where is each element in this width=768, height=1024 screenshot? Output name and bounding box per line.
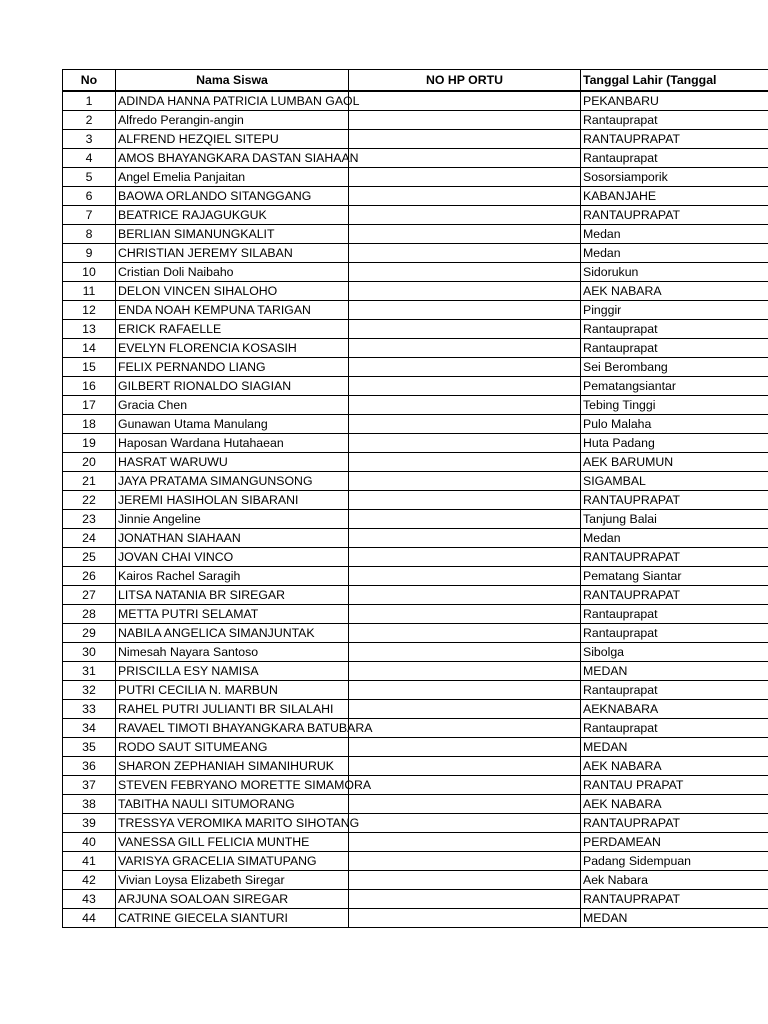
cell-nama-siswa[interactable] xyxy=(116,281,349,300)
cell-tempat-lahir[interactable]: Sosorsiamporik xyxy=(581,167,768,186)
table-row xyxy=(63,623,768,642)
table-row xyxy=(63,338,768,357)
cell-nama-text: CATRINE GIECELA SIANTURI xyxy=(118,910,288,925)
cell-tempat-lahir[interactable]: Rantauprapat xyxy=(581,680,768,699)
cell-tempat-lahir[interactable]: RANTAUPRAPAT xyxy=(581,129,768,148)
table-row xyxy=(63,319,768,338)
cell-nama-siswa[interactable] xyxy=(116,110,349,129)
cell-nama-siswa[interactable] xyxy=(116,737,349,756)
cell-no-hp-ortu[interactable] xyxy=(349,680,581,699)
table-row xyxy=(63,376,768,395)
cell-nama-text: ALFREND HEZQIEL SITEPU xyxy=(118,131,279,146)
cell-no-hp-ortu[interactable] xyxy=(349,718,581,737)
header-tanggal-lahir[interactable]: Tanggal Lahir (Tanggal xyxy=(581,70,768,91)
cell-nama-text: JONATHAN SIAHAAN xyxy=(118,530,241,545)
cell-no-hp-ortu[interactable] xyxy=(349,585,581,604)
table-row xyxy=(63,794,768,813)
cell-nama-text: Kairos Rachel Saragih xyxy=(118,568,241,583)
table-row xyxy=(63,91,768,111)
cell-tempat-lahir[interactable]: RANTAUPRAPAT xyxy=(581,490,768,509)
cell-nama-text: Gracia Chen xyxy=(118,397,188,412)
cell-nama-siswa[interactable] xyxy=(116,661,349,680)
cell-no[interactable]: 39 xyxy=(63,813,116,832)
cell-no-hp-ortu[interactable] xyxy=(349,851,581,870)
cell-nama-siswa[interactable] xyxy=(116,566,349,585)
table-row xyxy=(63,357,768,376)
cell-nama-siswa[interactable] xyxy=(116,509,349,528)
cell-no-hp-ortu[interactable] xyxy=(349,528,581,547)
cell-no-hp-ortu[interactable] xyxy=(349,699,581,718)
cell-tempat-lahir[interactable]: AEK BARUMUN xyxy=(581,452,768,471)
student-table xyxy=(62,69,768,928)
cell-nama-siswa[interactable] xyxy=(116,680,349,699)
cell-nama-text: ARJUNA SOALOAN SIREGAR xyxy=(118,891,289,906)
header-no-hp-ortu[interactable]: NO HP ORTU xyxy=(349,70,581,91)
cell-no[interactable]: 2 xyxy=(63,110,116,129)
table-row xyxy=(63,585,768,604)
table-row xyxy=(63,129,768,148)
cell-nama-siswa[interactable] xyxy=(116,775,372,794)
cell-nama-text: Vivian Loysa Elizabeth Siregar xyxy=(118,872,285,887)
cell-nama-siswa[interactable] xyxy=(116,129,349,148)
cell-tempat-lahir[interactable]: RANTAUPRAPAT xyxy=(581,889,768,908)
cell-no-hp-ortu[interactable] xyxy=(349,566,581,585)
cell-nama-text: BAOWA ORLANDO SITANGGANG xyxy=(118,188,312,203)
table-row xyxy=(63,452,768,471)
cell-no[interactable]: 31 xyxy=(63,661,116,680)
cell-nama-siswa[interactable] xyxy=(116,205,349,224)
cell-tempat-lahir[interactable]: Rantauprapat xyxy=(581,319,768,338)
cell-nama-siswa[interactable] xyxy=(116,623,349,642)
cell-tempat-lahir[interactable]: KABANJAHE xyxy=(581,186,768,205)
cell-tempat-lahir[interactable]: Rantauprapat xyxy=(581,338,768,357)
cell-nama-siswa[interactable] xyxy=(116,813,360,832)
cell-no[interactable]: 41 xyxy=(63,851,116,870)
cell-no[interactable]: 32 xyxy=(63,680,116,699)
cell-nama-siswa[interactable] xyxy=(116,718,373,737)
cell-nama-siswa[interactable] xyxy=(116,243,349,262)
cell-nama-text: Gunawan Utama Manulang xyxy=(118,416,268,431)
cell-nama-text: JOVAN CHAI VINCO xyxy=(118,549,234,564)
cell-tempat-lahir[interactable]: RANTAUPRAPAT xyxy=(581,585,768,604)
cell-tempat-lahir[interactable]: MEDAN xyxy=(581,908,768,927)
cell-no-hp-ortu[interactable] xyxy=(349,642,581,661)
table-row xyxy=(63,110,768,129)
cell-nama-siswa[interactable] xyxy=(116,319,349,338)
cell-nama-text: Jinnie Angeline xyxy=(118,511,201,526)
cell-no-hp-ortu[interactable] xyxy=(349,224,581,243)
cell-tempat-lahir[interactable]: Pinggir xyxy=(581,300,768,319)
cell-tempat-lahir[interactable]: AEK NABARA xyxy=(581,794,768,813)
table-row xyxy=(63,243,768,262)
cell-no[interactable]: 25 xyxy=(63,547,116,566)
cell-nama-siswa[interactable] xyxy=(116,604,349,623)
table-row xyxy=(63,737,768,756)
cell-tempat-lahir[interactable]: RANTAUPRAPAT xyxy=(581,205,768,224)
cell-nama-text: ERICK RAFAELLE xyxy=(118,321,222,336)
table-row xyxy=(63,528,768,547)
table-row xyxy=(63,148,768,167)
cell-nama-text: PUTRI CECILIA N. MARBUN xyxy=(118,682,278,697)
cell-no[interactable]: 29 xyxy=(63,623,116,642)
cell-no[interactable]: 17 xyxy=(63,395,116,414)
cell-nama-siswa[interactable] xyxy=(116,433,349,452)
table-row xyxy=(63,300,768,319)
cell-nama-text: AMOS BHAYANGKARA DASTAN SIAHAAN xyxy=(118,150,359,165)
cell-tempat-lahir[interactable]: Pulo Malaha xyxy=(581,414,768,433)
cell-no[interactable]: 5 xyxy=(63,167,116,186)
cell-nama-siswa[interactable] xyxy=(116,794,349,813)
cell-nama-text: JAYA PRATAMA SIMANGUNSONG xyxy=(118,473,313,488)
cell-no-hp-ortu[interactable] xyxy=(349,262,581,281)
cell-nama-text: JEREMI HASIHOLAN SIBARANI xyxy=(118,492,299,507)
cell-no-hp-ortu[interactable] xyxy=(349,205,581,224)
table-row xyxy=(63,186,768,205)
cell-tempat-lahir[interactable]: Rantauprapat xyxy=(581,148,768,167)
cell-no[interactable]: 40 xyxy=(63,832,116,851)
cell-tempat-lahir[interactable]: Tebing Tinggi xyxy=(581,395,768,414)
cell-nama-text: RAVAEL TIMOTI BHAYANGKARA BATUBARA xyxy=(118,720,373,735)
cell-nama-siswa[interactable] xyxy=(116,642,349,661)
cell-no-hp-ortu[interactable] xyxy=(349,889,581,908)
cell-no[interactable]: 44 xyxy=(63,908,116,927)
table-row xyxy=(63,604,768,623)
cell-no-hp-ortu[interactable] xyxy=(349,433,581,452)
cell-no-hp-ortu[interactable] xyxy=(349,148,581,167)
cell-nama-text: EVELYN FLORENCIA KOSASIH xyxy=(118,340,297,355)
cell-nama-siswa[interactable] xyxy=(116,889,349,908)
cell-nama-siswa[interactable] xyxy=(116,91,360,111)
cell-nama-text: Nimesah Nayara Santoso xyxy=(118,644,259,659)
cell-tempat-lahir[interactable]: MEDAN xyxy=(581,737,768,756)
cell-no-hp-ortu[interactable] xyxy=(349,471,581,490)
cell-no[interactable]: 12 xyxy=(63,300,116,319)
cell-no[interactable]: 28 xyxy=(63,604,116,623)
cell-nama-text: SHARON ZEPHANIAH SIMANIHURUK xyxy=(118,758,334,773)
header-nama-siswa[interactable]: Nama Siswa xyxy=(116,70,349,91)
cell-no[interactable]: 35 xyxy=(63,737,116,756)
cell-tempat-lahir[interactable]: SIGAMBAL xyxy=(581,471,768,490)
cell-no[interactable]: 27 xyxy=(63,585,116,604)
cell-nama-text: NABILA ANGELICA SIMANJUNTAK xyxy=(118,625,315,640)
header-row xyxy=(63,70,768,91)
cell-no[interactable]: 8 xyxy=(63,224,116,243)
cell-nama-text: ENDA NOAH KEMPUNA TARIGAN xyxy=(118,302,311,317)
cell-nama-siswa[interactable] xyxy=(116,300,349,319)
cell-nama-text: GILBERT RIONALDO SIAGIAN xyxy=(118,378,292,393)
cell-no[interactable]: 1 xyxy=(63,91,116,111)
cell-nama-siswa[interactable] xyxy=(116,908,349,927)
cell-nama-text: Cristian Doli Naibaho xyxy=(118,264,234,279)
cell-no-hp-ortu[interactable] xyxy=(349,547,581,566)
table-row xyxy=(63,661,768,680)
cell-no[interactable]: 20 xyxy=(63,452,116,471)
cell-tempat-lahir[interactable]: RANTAUPRAPAT xyxy=(581,547,768,566)
cell-no[interactable]: 36 xyxy=(63,756,116,775)
table-row xyxy=(63,680,768,699)
cell-tempat-lahir[interactable]: Padang Sidempuan xyxy=(581,851,768,870)
table-row xyxy=(63,547,768,566)
cell-tempat-lahir[interactable]: Tanjung Balai xyxy=(581,509,768,528)
cell-tempat-lahir[interactable]: MEDAN xyxy=(581,661,768,680)
cell-no-hp-ortu[interactable] xyxy=(349,129,581,148)
cell-no[interactable]: 22 xyxy=(63,490,116,509)
cell-no-hp-ortu[interactable] xyxy=(349,91,581,111)
table-body xyxy=(63,91,768,928)
cell-no[interactable]: 7 xyxy=(63,205,116,224)
cell-no-hp-ortu[interactable] xyxy=(349,794,581,813)
cell-nama-text: Haposan Wardana Hutahaean xyxy=(118,435,284,450)
cell-tempat-lahir[interactable]: Rantauprapat xyxy=(581,623,768,642)
cell-no-hp-ortu[interactable] xyxy=(349,376,581,395)
cell-tempat-lahir[interactable]: Sibolga xyxy=(581,642,768,661)
cell-nama-text: BERLIAN SIMANUNGKALIT xyxy=(118,226,275,241)
cell-nama-text: VARISYA GRACELIA SIMATUPANG xyxy=(118,853,317,868)
cell-no[interactable]: 4 xyxy=(63,148,116,167)
cell-no[interactable]: 15 xyxy=(63,357,116,376)
cell-tempat-lahir[interactable]: Pematang Siantar xyxy=(581,566,768,585)
cell-no[interactable]: 34 xyxy=(63,718,116,737)
cell-no-hp-ortu[interactable] xyxy=(349,623,581,642)
cell-no-hp-ortu[interactable] xyxy=(349,908,581,927)
table-row xyxy=(63,832,768,851)
cell-nama-text: CHRISTIAN JEREMY SILABAN xyxy=(118,245,293,260)
cell-no-hp-ortu[interactable] xyxy=(349,870,581,889)
cell-nama-text: ADINDA HANNA PATRICIA LUMBAN GAOL xyxy=(118,93,360,108)
cell-no[interactable]: 16 xyxy=(63,376,116,395)
cell-nama-text: TRESSYA VEROMIKA MARITO SIHOTANG xyxy=(118,815,360,830)
cell-tempat-lahir[interactable]: Sei Berombang xyxy=(581,357,768,376)
cell-tempat-lahir[interactable]: Rantauprapat xyxy=(581,604,768,623)
cell-nama-siswa[interactable] xyxy=(116,832,349,851)
cell-nama-text: Alfredo Perangin-angin xyxy=(118,112,244,127)
table-row xyxy=(63,205,768,224)
cell-nama-siswa[interactable] xyxy=(116,414,349,433)
table-row xyxy=(63,281,768,300)
cell-no[interactable]: 13 xyxy=(63,319,116,338)
table-row xyxy=(63,566,768,585)
cell-nama-text: STEVEN FEBRYANO MORETTE SIMAMORA xyxy=(118,777,372,792)
cell-no-hp-ortu[interactable] xyxy=(349,832,581,851)
cell-tempat-lahir[interactable]: Medan xyxy=(581,243,768,262)
table-row xyxy=(63,395,768,414)
cell-nama-text: RAHEL PUTRI JULIANTI BR SILALAHI xyxy=(118,701,334,716)
cell-no-hp-ortu[interactable] xyxy=(349,509,581,528)
cell-no[interactable]: 43 xyxy=(63,889,116,908)
cell-no[interactable]: 26 xyxy=(63,566,116,585)
table-row xyxy=(63,262,768,281)
table-row xyxy=(63,433,768,452)
cell-tempat-lahir[interactable]: RANTAUPRAPAT xyxy=(581,813,768,832)
cell-nama-siswa[interactable] xyxy=(116,148,359,167)
table-row xyxy=(63,167,768,186)
cell-no[interactable]: 11 xyxy=(63,281,116,300)
table-row xyxy=(63,414,768,433)
cell-nama-text: RODO SAUT SITUMEANG xyxy=(118,739,268,754)
table-row xyxy=(63,889,768,908)
cell-tempat-lahir[interactable]: AEKNABARA xyxy=(581,699,768,718)
table-row xyxy=(63,509,768,528)
table-row xyxy=(63,699,768,718)
cell-nama-text: TABITHA NAULI SITUMORANG xyxy=(118,796,295,811)
cell-nama-siswa[interactable] xyxy=(116,547,349,566)
cell-nama-siswa[interactable] xyxy=(116,167,349,186)
table-row xyxy=(63,851,768,870)
cell-nama-siswa[interactable] xyxy=(116,699,349,718)
cell-nama-text: HASRAT WARUWU xyxy=(118,454,228,469)
cell-tempat-lahir[interactable]: Rantauprapat xyxy=(581,110,768,129)
cell-no[interactable]: 24 xyxy=(63,528,116,547)
cell-no-hp-ortu[interactable] xyxy=(349,243,581,262)
cell-nama-siswa[interactable] xyxy=(116,357,349,376)
table-row xyxy=(63,471,768,490)
cell-tempat-lahir[interactable]: Pematangsiantar xyxy=(581,376,768,395)
cell-nama-siswa[interactable] xyxy=(116,756,349,775)
cell-no-hp-ortu[interactable] xyxy=(349,357,581,376)
cell-tempat-lahir[interactable]: AEK NABARA xyxy=(581,281,768,300)
cell-nama-siswa[interactable] xyxy=(116,471,349,490)
cell-nama-siswa[interactable] xyxy=(116,338,349,357)
cell-tempat-lahir[interactable]: Medan xyxy=(581,224,768,243)
cell-tempat-lahir[interactable]: Aek Nabara xyxy=(581,870,768,889)
cell-no[interactable]: 9 xyxy=(63,243,116,262)
cell-nama-siswa[interactable] xyxy=(116,376,349,395)
cell-tempat-lahir[interactable]: PERDAMEAN xyxy=(581,832,768,851)
cell-nama-siswa[interactable] xyxy=(116,395,349,414)
cell-no-hp-ortu[interactable] xyxy=(349,490,581,509)
cell-no[interactable]: 18 xyxy=(63,414,116,433)
cell-no-hp-ortu[interactable] xyxy=(349,110,581,129)
spreadsheet-sheet xyxy=(62,69,768,928)
cell-no-hp-ortu[interactable] xyxy=(349,452,581,471)
cell-no[interactable]: 3 xyxy=(63,129,116,148)
cell-tempat-lahir[interactable]: AEK NABARA xyxy=(581,756,768,775)
cell-no-hp-ortu[interactable] xyxy=(349,756,581,775)
cell-nama-siswa[interactable] xyxy=(116,262,349,281)
table-row xyxy=(63,642,768,661)
cell-no-hp-ortu[interactable] xyxy=(349,186,581,205)
cell-no-hp-ortu[interactable] xyxy=(349,395,581,414)
table-row xyxy=(63,908,768,927)
cell-no-hp-ortu[interactable] xyxy=(349,300,581,319)
table-row xyxy=(63,813,768,832)
cell-nama-text: LITSA NATANIA BR SIREGAR xyxy=(118,587,285,602)
cell-no-hp-ortu[interactable] xyxy=(349,604,581,623)
cell-no[interactable]: 19 xyxy=(63,433,116,452)
table-row xyxy=(63,756,768,775)
cell-tempat-lahir[interactable]: Sidorukun xyxy=(581,262,768,281)
cell-nama-siswa[interactable] xyxy=(116,224,349,243)
cell-no-hp-ortu[interactable] xyxy=(349,414,581,433)
cell-no[interactable]: 30 xyxy=(63,642,116,661)
cell-no[interactable]: 38 xyxy=(63,794,116,813)
cell-nama-siswa[interactable] xyxy=(116,528,349,547)
cell-no[interactable]: 14 xyxy=(63,338,116,357)
cell-no-hp-ortu[interactable] xyxy=(349,319,581,338)
cell-tempat-lahir[interactable]: Rantauprapat xyxy=(581,718,768,737)
cell-no[interactable]: 37 xyxy=(63,775,116,794)
cell-no-hp-ortu[interactable] xyxy=(349,813,581,832)
cell-no-hp-ortu[interactable] xyxy=(349,661,581,680)
cell-tempat-lahir[interactable]: PEKANBARU xyxy=(581,91,768,111)
cell-no[interactable]: 6 xyxy=(63,186,116,205)
cell-nama-siswa[interactable] xyxy=(116,851,349,870)
cell-nama-siswa[interactable] xyxy=(116,186,349,205)
table-row xyxy=(63,870,768,889)
cell-no-hp-ortu[interactable] xyxy=(349,775,581,794)
cell-nama-text: BEATRICE RAJAGUKGUK xyxy=(118,207,267,222)
cell-nama-siswa[interactable] xyxy=(116,870,349,889)
cell-no-hp-ortu[interactable] xyxy=(349,281,581,300)
cell-no-hp-ortu[interactable] xyxy=(349,167,581,186)
table-row xyxy=(63,775,768,794)
cell-no[interactable]: 21 xyxy=(63,471,116,490)
cell-no[interactable]: 10 xyxy=(63,262,116,281)
cell-nama-text: PRISCILLA ESY NAMISA xyxy=(118,663,259,678)
cell-no-hp-ortu[interactable] xyxy=(349,338,581,357)
cell-tempat-lahir[interactable]: Medan xyxy=(581,528,768,547)
cell-no[interactable]: 33 xyxy=(63,699,116,718)
cell-nama-siswa[interactable] xyxy=(116,490,349,509)
table-row xyxy=(63,490,768,509)
cell-tempat-lahir[interactable]: Huta Padang xyxy=(581,433,768,452)
cell-tempat-lahir[interactable]: RANTAU PRAPAT xyxy=(581,775,768,794)
cell-no-hp-ortu[interactable] xyxy=(349,737,581,756)
header-no[interactable]: No xyxy=(63,70,116,91)
cell-nama-siswa[interactable] xyxy=(116,585,349,604)
cell-nama-text: VANESSA GILL FELICIA MUNTHE xyxy=(118,834,310,849)
cell-nama-siswa[interactable] xyxy=(116,452,349,471)
cell-nama-text: DELON VINCEN SIHALOHO xyxy=(118,283,278,298)
cell-nama-text: METTA PUTRI SELAMAT xyxy=(118,606,259,621)
cell-no[interactable]: 42 xyxy=(63,870,116,889)
table-row xyxy=(63,718,768,737)
table-row xyxy=(63,224,768,243)
cell-nama-text: Angel Emelia Panjaitan xyxy=(118,169,246,184)
cell-nama-text: FELIX PERNANDO LIANG xyxy=(118,359,266,374)
cell-no[interactable]: 23 xyxy=(63,509,116,528)
